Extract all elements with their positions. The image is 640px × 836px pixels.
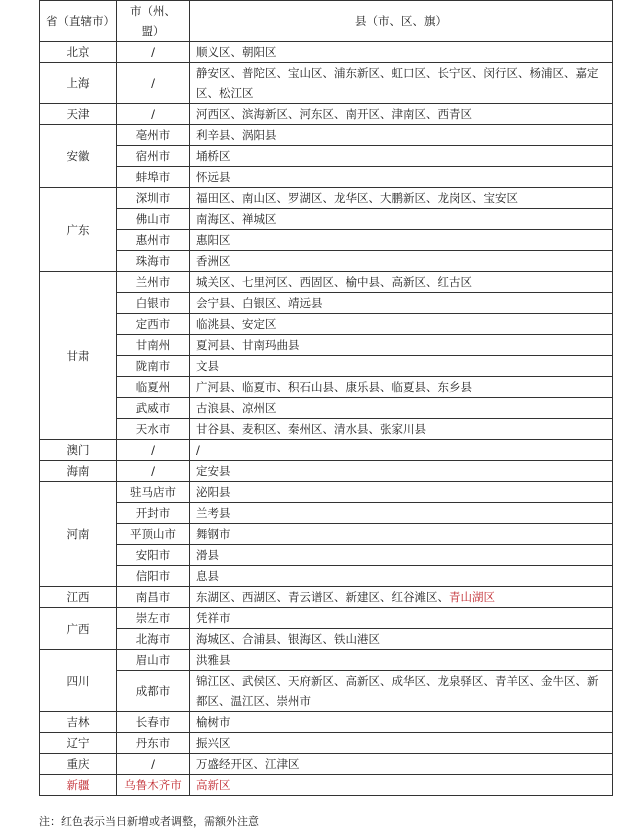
city-cell: 亳州市 bbox=[117, 125, 190, 146]
header-city: 市（州、盟） bbox=[117, 1, 190, 42]
city-cell: 白银市 bbox=[117, 293, 190, 314]
table-row bbox=[40, 608, 613, 629]
county-cell bbox=[190, 377, 613, 398]
county-text: 文县 bbox=[196, 359, 219, 373]
city-cell: / bbox=[117, 42, 190, 63]
county-text: 高新区 bbox=[196, 778, 231, 792]
county-text: 广河县、临夏市、积石山县、康乐县、临夏县、东乡县 bbox=[196, 380, 472, 394]
footnote: 注：红色表示当日新增或者调整，需额外注意 bbox=[39, 815, 259, 828]
table-row bbox=[40, 314, 613, 335]
table-row bbox=[40, 587, 613, 608]
county-text: 滑县 bbox=[196, 548, 219, 562]
county-text: 青山湖区 bbox=[449, 590, 495, 604]
table-row bbox=[40, 650, 613, 671]
table-row bbox=[40, 775, 613, 796]
county-text: 香洲区 bbox=[196, 254, 231, 268]
city-cell: 佛山市 bbox=[117, 209, 190, 230]
county-cell bbox=[190, 188, 613, 209]
county-text: 南海区、禅城区 bbox=[196, 212, 277, 226]
city-cell: 宿州市 bbox=[117, 146, 190, 167]
province-cell: 河南 bbox=[40, 482, 117, 587]
table-row bbox=[40, 146, 613, 167]
city-cell: 珠海市 bbox=[117, 251, 190, 272]
county-cell bbox=[190, 125, 613, 146]
table-row bbox=[40, 293, 613, 314]
table-row bbox=[40, 251, 613, 272]
county-text: 海城区、合浦县、银海区、铁山港区 bbox=[196, 632, 380, 646]
table-row bbox=[40, 104, 613, 125]
county-cell bbox=[190, 545, 613, 566]
county-text: / bbox=[196, 443, 200, 457]
county-cell bbox=[190, 775, 613, 796]
table-row bbox=[40, 167, 613, 188]
county-text: 榆树市 bbox=[196, 715, 231, 729]
province-cell: 吉林 bbox=[40, 712, 117, 733]
county-cell bbox=[190, 712, 613, 733]
table-row bbox=[40, 566, 613, 587]
county-cell bbox=[190, 209, 613, 230]
county-text: 临洮县、安定区 bbox=[196, 317, 277, 331]
county-text: 会宁县、白银区、靖远县 bbox=[196, 296, 323, 310]
table-header-row bbox=[40, 1, 613, 42]
county-text: 城关区、七里河区、西固区、榆中县、高新区、红古区 bbox=[196, 275, 472, 289]
county-cell bbox=[190, 293, 613, 314]
table-row bbox=[40, 629, 613, 650]
province-cell: 澳门 bbox=[40, 440, 117, 461]
table-row bbox=[40, 503, 613, 524]
table-row bbox=[40, 733, 613, 754]
header-province: 省（直辖市） bbox=[40, 1, 117, 42]
county-cell bbox=[190, 146, 613, 167]
county-text: 振兴区 bbox=[196, 736, 231, 750]
city-cell: 信阳市 bbox=[117, 566, 190, 587]
city-cell: / bbox=[117, 104, 190, 125]
table-row bbox=[40, 335, 613, 356]
county-text: 怀远县 bbox=[196, 170, 231, 184]
table-row bbox=[40, 230, 613, 251]
county-cell bbox=[190, 754, 613, 775]
city-cell: 深圳市 bbox=[117, 188, 190, 209]
county-text: 夏河县、甘南玛曲县 bbox=[196, 338, 300, 352]
province-cell: 广东 bbox=[40, 188, 117, 272]
county-cell bbox=[190, 629, 613, 650]
county-text: 泌阳县 bbox=[196, 485, 231, 499]
table-row bbox=[40, 125, 613, 146]
table-row bbox=[40, 712, 613, 733]
table-row bbox=[40, 671, 613, 712]
table-row bbox=[40, 419, 613, 440]
county-text: 万盛经开区、江津区 bbox=[196, 757, 300, 771]
province-cell: 上海 bbox=[40, 63, 117, 104]
county-text: 舞钢市 bbox=[196, 527, 231, 541]
header-county: 县（市、区、旗） bbox=[190, 1, 613, 42]
table-row bbox=[40, 482, 613, 503]
city-cell: 安阳市 bbox=[117, 545, 190, 566]
county-text: 静安区、普陀区、宝山区、浦东新区、虹口区、长宁区、闵行区、杨浦区、嘉定区、松江区 bbox=[196, 66, 599, 100]
city-cell: 平顶山市 bbox=[117, 524, 190, 545]
county-cell bbox=[190, 461, 613, 482]
city-cell: / bbox=[117, 440, 190, 461]
city-cell: / bbox=[117, 63, 190, 104]
city-cell: 陇南市 bbox=[117, 356, 190, 377]
county-cell bbox=[190, 356, 613, 377]
table-row bbox=[40, 188, 613, 209]
county-text: 惠阳区 bbox=[196, 233, 231, 247]
county-text: 古浪县、凉州区 bbox=[196, 401, 277, 415]
province-cell: 海南 bbox=[40, 461, 117, 482]
county-cell bbox=[190, 272, 613, 293]
county-cell bbox=[190, 587, 613, 608]
city-cell: 乌鲁木齐市 bbox=[117, 775, 190, 796]
city-cell: 崇左市 bbox=[117, 608, 190, 629]
county-cell bbox=[190, 335, 613, 356]
table-row bbox=[40, 63, 613, 104]
city-cell: / bbox=[117, 461, 190, 482]
city-cell: 天水市 bbox=[117, 419, 190, 440]
county-cell bbox=[190, 104, 613, 125]
county-cell bbox=[190, 650, 613, 671]
county-cell bbox=[190, 167, 613, 188]
province-cell: 天津 bbox=[40, 104, 117, 125]
city-cell: 定西市 bbox=[117, 314, 190, 335]
county-cell bbox=[190, 524, 613, 545]
table-row bbox=[40, 754, 613, 775]
table-row bbox=[40, 209, 613, 230]
province-cell: 安徽 bbox=[40, 125, 117, 188]
city-cell: 成都市 bbox=[117, 671, 190, 712]
table-row bbox=[40, 545, 613, 566]
county-cell bbox=[190, 608, 613, 629]
city-cell: 惠州市 bbox=[117, 230, 190, 251]
city-cell: 北海市 bbox=[117, 629, 190, 650]
table-row bbox=[40, 42, 613, 63]
province-cell: 甘肃 bbox=[40, 272, 117, 440]
city-cell: 南昌市 bbox=[117, 587, 190, 608]
city-cell: 驻马店市 bbox=[117, 482, 190, 503]
county-text: 埇桥区 bbox=[196, 149, 231, 163]
table-row bbox=[40, 377, 613, 398]
city-cell: 丹东市 bbox=[117, 733, 190, 754]
county-text: 兰考县 bbox=[196, 506, 231, 520]
county-cell bbox=[190, 419, 613, 440]
county-text: 息县 bbox=[196, 569, 219, 583]
table-row bbox=[40, 272, 613, 293]
county-cell bbox=[190, 440, 613, 461]
county-cell bbox=[190, 482, 613, 503]
province-cell: 重庆 bbox=[40, 754, 117, 775]
table-row bbox=[40, 356, 613, 377]
risk-area-table bbox=[39, 0, 613, 796]
city-cell: 眉山市 bbox=[117, 650, 190, 671]
county-cell bbox=[190, 230, 613, 251]
city-cell: 兰州市 bbox=[117, 272, 190, 293]
county-text: 甘谷县、麦积区、秦州区、清水县、张家川县 bbox=[196, 422, 426, 436]
county-cell bbox=[190, 671, 613, 712]
county-text: 锦江区、武侯区、天府新区、高新区、成华区、龙泉驿区、青羊区、金牛区、新都区、温江区、崇州市 bbox=[196, 674, 599, 708]
city-cell: 甘南州 bbox=[117, 335, 190, 356]
table-body bbox=[40, 42, 613, 796]
county-cell bbox=[190, 733, 613, 754]
table-row bbox=[40, 440, 613, 461]
county-cell bbox=[190, 503, 613, 524]
province-cell: 四川 bbox=[40, 650, 117, 712]
table-row bbox=[40, 461, 613, 482]
county-text: 定安县 bbox=[196, 464, 231, 478]
city-cell: / bbox=[117, 754, 190, 775]
county-cell bbox=[190, 314, 613, 335]
county-cell bbox=[190, 63, 613, 104]
county-cell bbox=[190, 251, 613, 272]
county-cell bbox=[190, 398, 613, 419]
county-text: 顺义区、朝阳区 bbox=[196, 45, 277, 59]
province-cell: 广西 bbox=[40, 608, 117, 650]
county-text: 福田区、南山区、罗湖区、龙华区、大鹏新区、龙岗区、宝安区 bbox=[196, 191, 518, 205]
province-cell: 新疆 bbox=[40, 775, 117, 796]
county-text: 凭祥市 bbox=[196, 611, 231, 625]
table-row bbox=[40, 524, 613, 545]
county-text: 河西区、滨海新区、河东区、南开区、津南区、西青区 bbox=[196, 107, 472, 121]
city-cell: 开封市 bbox=[117, 503, 190, 524]
city-cell: 武威市 bbox=[117, 398, 190, 419]
county-text: 利辛县、涡阳县 bbox=[196, 128, 277, 142]
city-cell: 长春市 bbox=[117, 712, 190, 733]
county-cell bbox=[190, 566, 613, 587]
province-cell: 辽宁 bbox=[40, 733, 117, 754]
table-row bbox=[40, 398, 613, 419]
city-cell: 临夏州 bbox=[117, 377, 190, 398]
city-cell: 蚌埠市 bbox=[117, 167, 190, 188]
county-text: 洪雅县 bbox=[196, 653, 231, 667]
province-cell: 江西 bbox=[40, 587, 117, 608]
province-cell: 北京 bbox=[40, 42, 117, 63]
county-cell bbox=[190, 42, 613, 63]
county-text: 东湖区、西湖区、青云谱区、新建区、红谷滩区、 bbox=[196, 590, 449, 604]
